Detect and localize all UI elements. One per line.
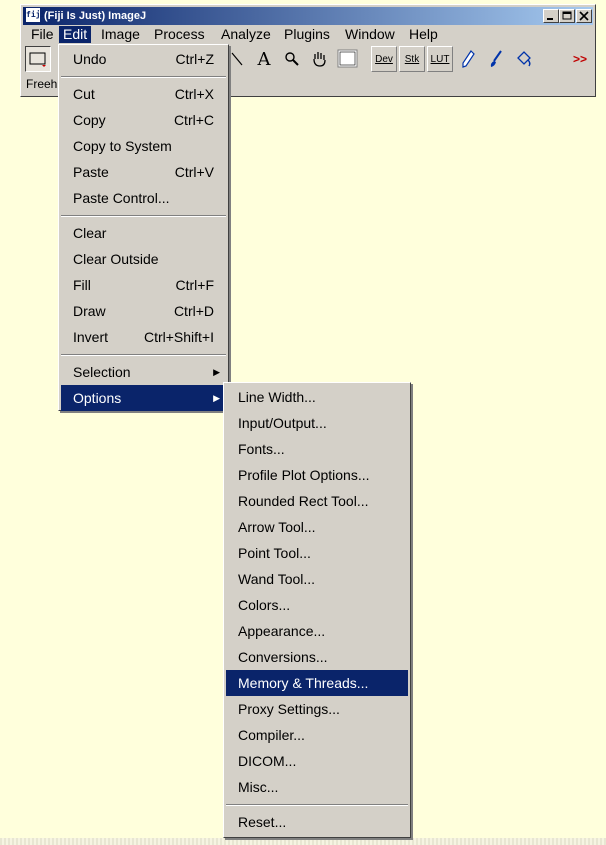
- menu-separator: [226, 804, 408, 806]
- menu-item-profile-plot-options[interactable]: Profile Plot Options...: [238, 467, 370, 483]
- menu-item-label: Options: [73, 390, 122, 406]
- menu-window[interactable]: Window: [345, 26, 395, 42]
- maximize-button[interactable]: [559, 9, 575, 23]
- menu-item-fill[interactable]: [61, 272, 226, 298]
- rectangle-tool-button[interactable]: [25, 46, 51, 72]
- desktop-background-strip: [0, 838, 606, 845]
- menu-item-dicom[interactable]: DICOM...: [238, 753, 297, 769]
- menu-bar: [23, 25, 593, 44]
- menu-analyze[interactable]: Analyze: [221, 26, 271, 42]
- menu-separator: [61, 76, 226, 78]
- menu-item-undo[interactable]: [61, 46, 226, 72]
- options-submenu-popup: [223, 382, 411, 838]
- submenu-arrow-icon: ▶: [213, 367, 220, 377]
- menu-item-draw[interactable]: [61, 298, 226, 324]
- menu-item-shortcut: Ctrl+F: [175, 277, 214, 293]
- menu-item-label: Selection: [73, 364, 131, 380]
- menu-item-selection[interactable]: [61, 359, 226, 385]
- more-tools-icon: >>: [572, 52, 587, 66]
- close-button[interactable]: [576, 9, 592, 23]
- rectangle-tool-icon: [28, 50, 48, 68]
- menu-item-clear[interactable]: [61, 220, 226, 246]
- text-tool-button[interactable]: [251, 46, 277, 72]
- brush-icon: [486, 49, 506, 69]
- dev-label: Dev: [375, 53, 393, 65]
- menu-item-line-width[interactable]: Line Width...: [238, 389, 316, 405]
- dev-menu-button[interactable]: [371, 46, 397, 72]
- stk-menu-button[interactable]: [399, 46, 425, 72]
- menu-item-shortcut: Ctrl+V: [174, 164, 214, 180]
- menu-item-label: Undo: [73, 51, 107, 67]
- menu-item-label: Copy: [73, 112, 106, 128]
- flood-fill-tool-button[interactable]: [511, 46, 537, 72]
- menu-separator: [61, 215, 226, 217]
- menu-item-shortcut: Ctrl+Z: [175, 51, 214, 67]
- pencil-tool-button[interactable]: [455, 46, 481, 72]
- color-picker-icon: [337, 49, 359, 69]
- menu-item-conversions[interactable]: Conversions...: [238, 649, 328, 665]
- fiji-app-icon: fiji: [26, 8, 40, 22]
- stk-label: Stk: [404, 53, 420, 65]
- menu-item-paste-control[interactable]: [61, 185, 226, 211]
- menu-item-label: Clear: [73, 225, 107, 241]
- menu-item-label: Paste Control...: [73, 190, 170, 206]
- menu-item-reset[interactable]: Reset...: [238, 814, 287, 830]
- menu-image[interactable]: Image: [101, 26, 140, 42]
- menu-item-memory-threads[interactable]: Memory & Threads...: [226, 670, 408, 696]
- menu-item-copy[interactable]: [61, 107, 226, 133]
- title-bar[interactable]: [23, 7, 593, 25]
- menu-item-shortcut: Ctrl+C: [173, 112, 214, 128]
- menu-item-shortcut: Ctrl+Shift+I: [143, 329, 214, 345]
- flood-fill-icon: [514, 49, 534, 69]
- minimize-button[interactable]: [543, 9, 559, 23]
- status-bar-text: Freeh: [26, 77, 58, 91]
- menu-process[interactable]: Process: [154, 26, 205, 42]
- menu-item-arrow-tool[interactable]: Arrow Tool...: [238, 519, 316, 535]
- menu-item-label: Draw: [73, 303, 106, 319]
- window-title: (Fiji Is Just) ImageJ: [44, 10, 147, 22]
- brush-tool-button[interactable]: [483, 46, 509, 72]
- menu-item-fonts[interactable]: Fonts...: [238, 441, 285, 457]
- menu-item-options[interactable]: [61, 385, 226, 411]
- maximize-icon: [560, 10, 574, 22]
- submenu-arrow-icon: ▶: [213, 393, 220, 403]
- menu-item-paste[interactable]: [61, 159, 226, 185]
- menu-edit[interactable]: Edit: [59, 26, 91, 43]
- color-picker-button[interactable]: [335, 46, 361, 72]
- menu-item-compiler[interactable]: Compiler...: [238, 727, 305, 743]
- menu-item-label: Copy to System: [73, 138, 172, 154]
- menu-item-misc[interactable]: Misc...: [238, 779, 279, 795]
- close-icon: [577, 10, 591, 22]
- edit-menu-popup: [58, 44, 229, 411]
- menu-item-label: Paste: [73, 164, 109, 180]
- text-tool-icon: A: [257, 48, 271, 70]
- menu-item-label: Clear Outside: [73, 251, 159, 267]
- magnifier-icon: [282, 50, 302, 68]
- lut-label: LUT: [430, 53, 450, 65]
- hand-icon: [310, 50, 330, 68]
- minimize-icon: [544, 10, 558, 22]
- menu-item-appearance[interactable]: Appearance...: [238, 623, 326, 639]
- pencil-icon: [458, 49, 478, 69]
- hand-tool-button[interactable]: [307, 46, 333, 72]
- menu-item-clear-outside[interactable]: [61, 246, 226, 272]
- menu-item-invert[interactable]: [61, 324, 226, 350]
- menu-item-rounded-rect-tool[interactable]: Rounded Rect Tool...: [238, 493, 369, 509]
- menu-item-label: Invert: [73, 329, 109, 345]
- menu-item-label: Cut: [73, 86, 95, 102]
- menu-item-input-output[interactable]: Input/Output...: [238, 415, 327, 431]
- menu-item-label: Fill: [73, 277, 91, 293]
- menu-separator: [61, 354, 226, 356]
- menu-plugins[interactable]: Plugins: [284, 26, 330, 42]
- menu-item-proxy-settings[interactable]: Proxy Settings...: [238, 701, 340, 717]
- menu-item-cut[interactable]: [61, 81, 226, 107]
- menu-item-colors[interactable]: Colors...: [238, 597, 291, 613]
- more-tools-button[interactable]: [567, 46, 593, 72]
- menu-file[interactable]: File: [31, 26, 54, 42]
- menu-item-copy-to-system[interactable]: [61, 133, 226, 159]
- menu-help[interactable]: Help: [409, 26, 438, 42]
- lut-menu-button[interactable]: [427, 46, 453, 72]
- menu-item-point-tool[interactable]: Point Tool...: [238, 545, 311, 561]
- menu-item-shortcut: Ctrl+X: [174, 86, 214, 102]
- menu-item-wand-tool[interactable]: Wand Tool...: [238, 571, 316, 587]
- menu-item-shortcut: Ctrl+D: [173, 303, 214, 319]
- line-tool-icon: [228, 50, 248, 68]
- magnifier-tool-button[interactable]: [279, 46, 305, 72]
